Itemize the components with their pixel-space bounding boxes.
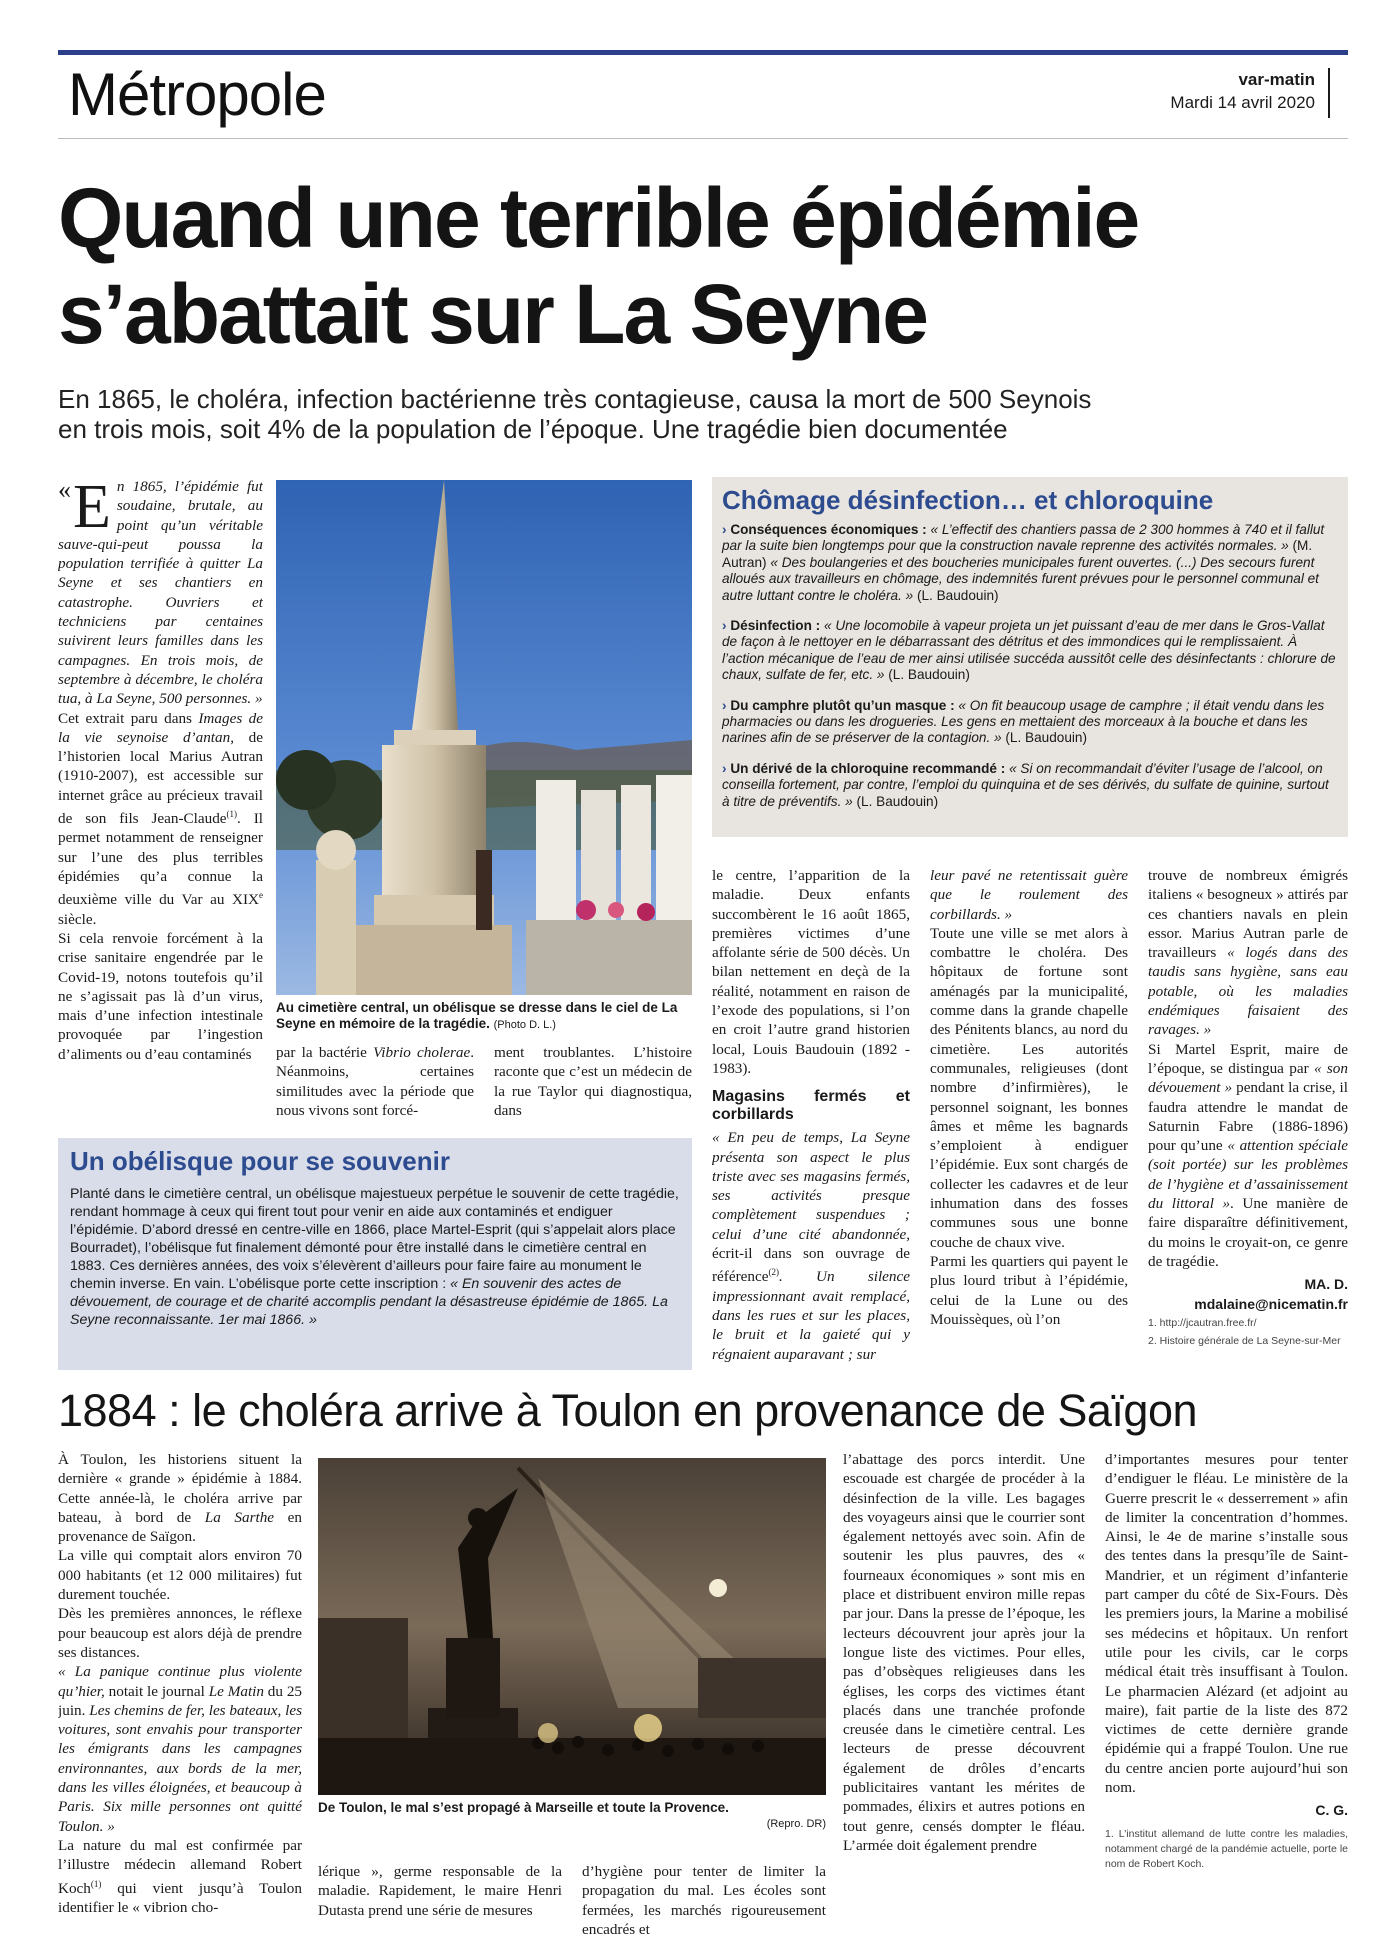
paragraph: ment troublantes. L’histoire raconte que c’est un médecin de la rue Taylor qui diagnostiqua, dans: [494, 1044, 692, 1119]
paragraph: « En peu de temps, La Seyne présenta son aspect le plus triste avec ses magasins fermés, ses activités presque complètement suspendues ; celui d’une cité abandonnée, écrit-il dans son ouvrage de référence$^{(2)}$. Un silence impressionnant avait remplacé, dans les rues et sur les places, le bruit et la gaieté qui y régnaient auparavant ; sur: [712, 1129, 910, 1363]
box-item: › Du camphre plutôt qu’un masque : « On fit beaucoup usage de camphre ; il était vendu dans les pharmacies ou dans les drogueries. Les gens en mettaient des morceaux à la bouche et dans les narines afin de se préserver de la contagion. » (L. Baudouin): [722, 697, 1325, 746]
masthead-divider: [1328, 68, 1330, 118]
paragraph: La nature du mal est confirmée par l’illustre médecin allemand Robert Koch$^{(1)}$ qui vient jusqu’à Toulon identifier le « vibrion cho-: [58, 1836, 302, 1916]
article-2-column-5: [1105, 1450, 1348, 1950]
lead-line-1: En 1865, le choléra, infection bactérienne très contagieuse, causa la mort de 500 Seynois: [58, 384, 1092, 414]
quote: leur pavé ne retentissait guère que le roulement des corbillards. »: [930, 867, 1128, 923]
author-signature: C. G.: [1315, 1802, 1348, 1819]
arrow-icon: ›: [722, 697, 727, 713]
box-item: › Un dérivé de la chloroquine recommandé : « Si on recommandait d’éviter l’usage de l’alcool, on conseilla fortement, par contre, l’emploi du quinquina et de ses dérivés, du sulfate de quinine, surtout à titre de préventifs. » (L. Baudouin): [722, 760, 1329, 809]
paragraph: d’importantes mesures pour tenter d’endiguer le fléau. Le ministère de la Guerre prescrit le « desserrement » afin de limiter la concentration d’hommes. Ainsi, le 4e de marine s’installe sous des tentes dans la presqu’île de Saint-Mandrier, et un régiment d’infanterie part camper du côté de Six-Fours. Dès les premiers jours, la Marine a mobilisé ses médecins et hôpitaux. Un renfort utile pour les civils, car le corps médical était très insuffisant à Toulon. Le pharmacien Alézard (et adjoint au maire), fait partie de la liste des 872 victimes de cette dernière grande épidémie qui a frappé Toulon. Une rue du centre ancien porte aujourd’hui son nom.: [1105, 1451, 1348, 1797]
paragraph: À Toulon, les historiens situent la dernière « grande » épidémie à 1884. Cette année-là, le choléra arrive par bateau, à bord de La Sarthe en provenance de Saïgon.: [58, 1451, 302, 1546]
paragraph: Si cela renvoie forcément à la crise sanitaire engendrée par le Covid-19, notons toutefois qu’il ne s’agissait pas là d’un virus, mais d’une infection intestinale provoquée par l’ingestion d’aliments ou d’eau contaminés: [58, 929, 263, 1063]
paragraph: par la bactérie Vibrio cholerae. Néanmoins, certaines similitudes avec la période que nous vivons sont forcé-: [276, 1044, 474, 1119]
paragraph: trouve de nombreux émigrés italiens « besogneux » attirés par ces chantiers navals en plein essor. Marius Autran parle de travailleurs « logés dans des taudis sans hygiène, sans eau potable, où les maladies endémiques faisaient des ravages. »: [1148, 867, 1348, 1039]
box-item: › Désinfection : « Une locomobile à vapeur projeta un jet puissant d’eau de mer dans le Gros-Vallat de façon à le nettoyer en le débarrassant des détritus et des immondices qui le remplissaient. À l’action mécanique de l’eau de mer ainsi utilisée succéda aussitôt celle des désinfectants : chlorure de chaux, sulfate de fer, etc. » (L. Baudouin): [722, 618, 1336, 683]
issue-date: Mardi 14 avril 2020: [1170, 93, 1315, 112]
engraving-caption: De Toulon, le mal s’est propagé à Marseille et toute la Provence. (Repro. DR): [318, 1800, 826, 1830]
box-title: Chômage désinfection… et chloroquine: [722, 485, 1214, 515]
article-2-column-1: [58, 1450, 302, 1950]
arrow-icon: ›: [722, 522, 727, 537]
paragraph: Parmi les quartiers qui payent le plus lourd tribut à l’épidémie, celui de la Lune ou des Mouissèques, où l’on: [930, 1252, 1128, 1328]
toulon-engraving: [318, 1458, 826, 1795]
box-item: › Conséquences économiques : « L’effectif des chantiers passa de 2 300 hommes à 740 et il fallut par la suite bien longtemps pour que la construction navale reprenne des activités normales. » (M. Autran) « Des boulangeries et des boucheries municipales furent ouvertes. (...) Des secours furent alloués aux travailleurs en chômage, des indemnités furent prévues pour le personnel communal et autre luttant contre le choléra. » (L. Baudouin): [722, 522, 1325, 603]
article-column-5: [930, 866, 1128, 1371]
box-content: Planté dans le cimetière central, un obélisque majestueux perpétue le souvenir de cette tragédie, rendant hommage à ceux qui firent tout pour venir en aide aux contaminés et endiguer l’épidémie. D’abord dressé en centre-ville en 1866, place Martel-Esprit (qui s’appelait alors place Bourradet), l’obélisque fut finalement démonté pour être installé dans le cimetière central en 1883. Ces dernières années, des voix s’élevèrent d’ailleurs pour faire faire au monument le chemin inverse. En vain. L’obélisque porte cette inscription : « En souvenir des actes de dévouement, de courage et de charité accomplis pendant la désastreuse épidémie de 1865. La Seyne reconnaissante. 1er mai 1866. »: [70, 1186, 679, 1328]
masthead: [1170, 68, 1315, 114]
subheading: Magasins fermés et corbillards: [712, 1088, 910, 1124]
article-column-3: [494, 1043, 692, 1120]
sidebar-box-chomage: [712, 477, 1348, 837]
top-rule: [58, 50, 1348, 55]
paragraph: La ville qui comptait alors environ 70 000 habitants (et 12 000 militaires) fut durement touchée.: [58, 1547, 302, 1604]
article-2-title: 1884 : le choléra arrive à Toulon en provenance de Saïgon: [58, 1385, 1197, 1436]
article-column-4: [712, 866, 910, 1371]
lead-paragraph: [58, 384, 1348, 444]
headline-line-2: s’abattait sur La Seyne: [58, 267, 928, 361]
headline-line-1: Quand une terrible épidémie: [58, 171, 1139, 265]
paragraph: Si Martel Esprit, maire de l’époque, se distingua par « son dévouement » pendant la crise, il faudra attendre le mandat de Saturnin Fabre (1886-1896) pour qu’une « attention spéciale (soit portée) sur les problèmes de l’hygiène et d’assainissement du littoral ». Une manière de faire disparaître définitivement, du moins le croyait-on, ce genre de tragédie.: [1148, 1040, 1348, 1270]
lead-line-2: en trois mois, soit 4% de la population de l’époque. Une tragédie bien documentée: [58, 414, 1008, 444]
sidebar-box-obelisk: [58, 1138, 692, 1370]
engraving-image: [318, 1458, 826, 1795]
article-column-1: [58, 477, 263, 1122]
footnote: 2. Histoire générale de La Seyne-sur-Mer: [1148, 1334, 1341, 1347]
article-2-column-3: d’hygiène pour tenter de limiter la propagation du mal. Les écoles sont fermées, les marchés rigoureusement encadrés et: [582, 1863, 826, 1938]
footnote[interactable]: 1. http://jcautran.free.fr/: [1148, 1316, 1257, 1329]
section-title: Métropole: [68, 61, 326, 128]
photo-credit: (Photo D. L.): [493, 1019, 556, 1031]
obelisk-image: [276, 480, 692, 995]
author-signature: MA. D.: [1304, 1276, 1348, 1293]
article-2-column-4: l’abattage des porcs interdit. Une escouade est chargée de procéder à la désinfection de la ville. Les bagages des voyageurs ainsi que le courrier sont également nettoyés avec soin. Afin de soutenir les plus pauvres, des « fourneaux économiques » sont mis en place et distribuent environ mille repas par jour. Dans la presse de l’époque, les lecteurs découvrent jour après jour la longue liste des victimes. Pour elles, pas d’obsèques religieuses dans les églises, les corps des victimes étant placés dans une tranchée profonde creusée dans le cimetière central. Les lecteurs de presse découvrent également de drôles d’encarts publicitaires vantant les mérites de pommades, élixirs et autres potions en tout genre, censés dompter le fléau. L’armée doit également prendre: [843, 1451, 1085, 1854]
box-title: Un obélisque pour se souvenir: [70, 1146, 450, 1176]
arrow-icon: ›: [722, 618, 727, 634]
photo-caption: Au cimetière central, un obélisque se dresse dans le ciel de La Seyne en mémoire de la tragédie. (Photo D. L.): [276, 1000, 678, 1031]
box-content: [722, 522, 1338, 810]
paragraph: « La panique continue plus violente qu’hier, notait le journal Le Matin du 25 juin. Les chemins de fer, les bateaux, les voitures, sont envahis pour transporter les émigrants dans les campagnes environnantes, aux bords de la mer, dans les villes éloignées, et beaucoup à Paris. Six mille personnes ont quitté Toulon. »: [58, 1663, 302, 1835]
cemetery-photo: [276, 480, 692, 995]
paragraph: Dès les premières annonces, le réflexe pour beaucoup est alors déjà de prendre ses distances.: [58, 1605, 302, 1661]
article-column-2: [276, 1043, 474, 1120]
headline: [58, 170, 1348, 362]
author-email[interactable]: mdalaine@nicematin.fr: [1194, 1295, 1348, 1312]
brand-name: var-matin: [1238, 70, 1315, 89]
dropcap: E: [73, 477, 111, 541]
header-divider: [58, 138, 1348, 139]
paragraph: Toute une ville se met alors à combattre le choléra. Des hôpitaux de fortune sont aménagés par la municipalité, comme dans la grande chapelle des Pénitents blancs, au nord du cimetière. Les autorités communales, religieuses (dont nombre d’infirmières), le personnel soignant, les bonnes âmes et même les bagnards s’emploient à endiguer l’épidémie. Eux sont chargés de collecter les cadavres et de leur inhumation dans des fosses communes sous une bonne couche de chaux vive.: [930, 924, 1128, 1251]
article-2-column-2: lérique », germe responsable de la maladie. Rapidement, le maire Henri Dutasta prend une série de mesures: [318, 1863, 562, 1919]
quote-mark: «: [58, 477, 71, 504]
engraving-credit: (Repro. DR): [766, 1818, 826, 1830]
paragraph: Cet extrait paru dans Images de la vie seynoise d’antan, de l’historien local Marius Autran (1910-2007), est accessible sur internet grâce au précieux travail de son fils Jean-Claude$^{(1)}$. Il permet notamment de renseigner sur l’une des plus terribles épidémies qu’a connue la deuxième ville du Var au XIXe siècle.: [58, 709, 263, 928]
article-column-6: [1148, 866, 1348, 1371]
opening-quote: [58, 477, 263, 709]
paragraph: le centre, l’apparition de la maladie. Deux enfants succombèrent le 16 août 1865, premières victimes d’une affolante série de 500 décès. Un bilan nettement en deçà de la réalité, notamment en raison de l’exode des populations, si l’on en croit l’autre grand historien local, Louis Baudouin (1892 - 1983).: [712, 867, 910, 1077]
quote-text: n 1865, l’épidémie fut soudaine, brutale, au point qu’un véritable sauve-qui-peut poussa la population terrifiée à quitter La Seyne et ses chantiers en catastrophe. Ouvriers et techniciens par centaines suivirent leurs familles dans les campagnes. En trois mois, de septembre à décembre, le choléra tua, à La Seyne, 500 personnes. »: [58, 478, 263, 708]
arrow-icon: ›: [722, 760, 727, 776]
footnote: 1. L’institut allemand de lutte contre les maladies, notamment chargé de la pandémie actuelle, porte le nom de Robert Koch.: [1105, 1827, 1348, 1870]
